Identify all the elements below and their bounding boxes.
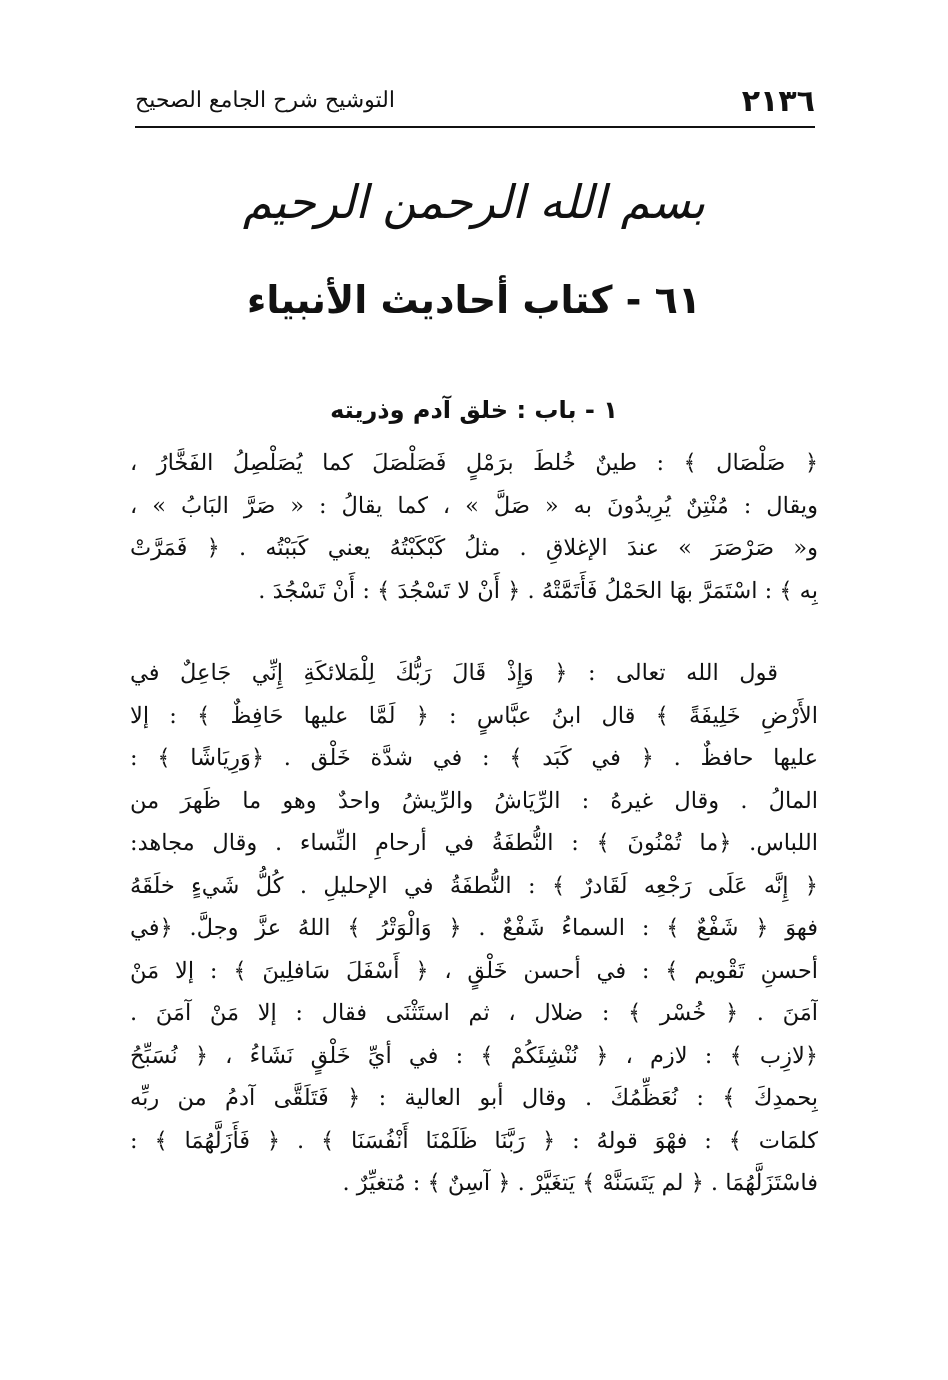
chapter-heading: ١ - باب : خلق آدم وذريته [330,396,618,424]
page-number: ٢١٣٦ [741,84,815,119]
paragraph-2 [130,652,818,1205]
text-line: ويقال : مُنْتِنٌ يُرِيدُونَ به « صَلَّ » ، كما يقالُ : « صَرَّ البَابُ » ، [130,492,818,519]
text-line: فاسْتَزَلَّهُمَا . ﴿ لم يَتَسَنَّهْ ﴾ يَتغَيَّرْ . ﴿ آسِنٌ ﴾ : مُتغيِّرٌ . [342,1170,818,1196]
basmala-calligraphy: بسم الله الرحمن الرحيم [242,175,706,229]
text-line: فهوَ ﴿ شَفْعٌ ﴾ : السماءُ شَفْعٌ . ﴿ وَالْوَتْرُ ﴾ اللهُ عزَّ وجلَّ. ﴿في [130,915,818,941]
text-line: ﴿ إِنَّه عَلَى رَجْعِه لَقَادرٌ ﴾ : النُّطفَةُ في الإحليلِ . كُلُّ شَيءٍ خلَقَهُ [130,872,818,899]
running-title: التوشيح شرح الجامع الصحيح [135,88,395,113]
text-line: و« صَرْصَرَ » عندَ الإغلاقِ . مثلُ كَبْكَبْتُهُ يعني كَبَبْتُه . ﴿ فَمَرَّتْ [130,535,818,561]
text-line: ﴿لازِب ﴾ : لازم ، ﴿ نُنْشِئَكُمْ ﴾ : في أيِّ خَلْقٍ نَشَاءُ ، ﴿ نُسَبِّحُ [130,1042,818,1069]
text-line: كلمَات ﴾ : فهْوَ قولهُ : ﴿ رَبَّنَا ظَلَمْنَا أَنْفُسَنَا ﴾ . ﴿ فَأَزَلَّهُمَا ﴾ : [130,1127,818,1154]
text-line: قول الله تعالى : ﴿ وَإِذْ قَالَ رَبُّكَ لِلْمَلائكَةِ إِنِّي جَاعِلٌ في [130,660,778,686]
text-line: بِحمدِكَ ﴾ : نُعَظِّمُكَ . وقال أبو العالية : ﴿ فَتَلَقَّى آدمُ من ربِّه [130,1085,818,1111]
book-title: ٦١ - كتاب أحاديث الأنبياء [246,278,702,322]
text-line: بِه ﴾ : اسْتَمَرَّ بهَا الحَمْلُ فَأَتَمَّتْهُ . ﴿ أَنْ لا تَسْجُدَ ﴾ : أَنْ تَسْجُدَ . [258,577,818,604]
text-line: المالُ . وقال غيرهُ : الرِّيَاشُ والرِّيشُ واحدٌ وهو ما ظَهرَ من [130,787,818,814]
text-line: اللباس. ﴿ما تُمْنُونَ ﴾ : النُّطفَةُ في أرحامِ النِّساء . وقال مجاهد: [130,830,818,856]
text-line: آمَنَ . ﴿ خُسْر ﴾ : ضلال ، ثم استَثْنَى فقال : إلا مَنْ آمَنَ . [130,1000,818,1026]
page-header [135,78,815,128]
text-line: ﴿ صَلْصَال ﴾ : طينٌ خُلطَ برَمْلٍ فَصَلْصَلَ كما يُصَلْصِلُ الفَخَّارُ ، [130,450,818,476]
text-line: أحسنِ تَقْويم ﴾ : في أحسن خَلْقٍ ، ﴿ أَسْفَلَ سَافلِينَ ﴾ : إلا مَنْ [130,957,818,984]
paragraph-1 [130,442,818,612]
text-line: عليها حافظٌ . ﴿ في كَبَد ﴾ : في شدَّة خَلْق . ﴿وَرِيَاشًا ﴾ : [130,745,818,771]
text-line: الأَرْضِ خَلِيفَةً ﴾ قال ابنُ عبَّاسٍ : ﴿ لَمَّا عليها حَافِظٌ ﴾ : إلا [130,702,818,729]
